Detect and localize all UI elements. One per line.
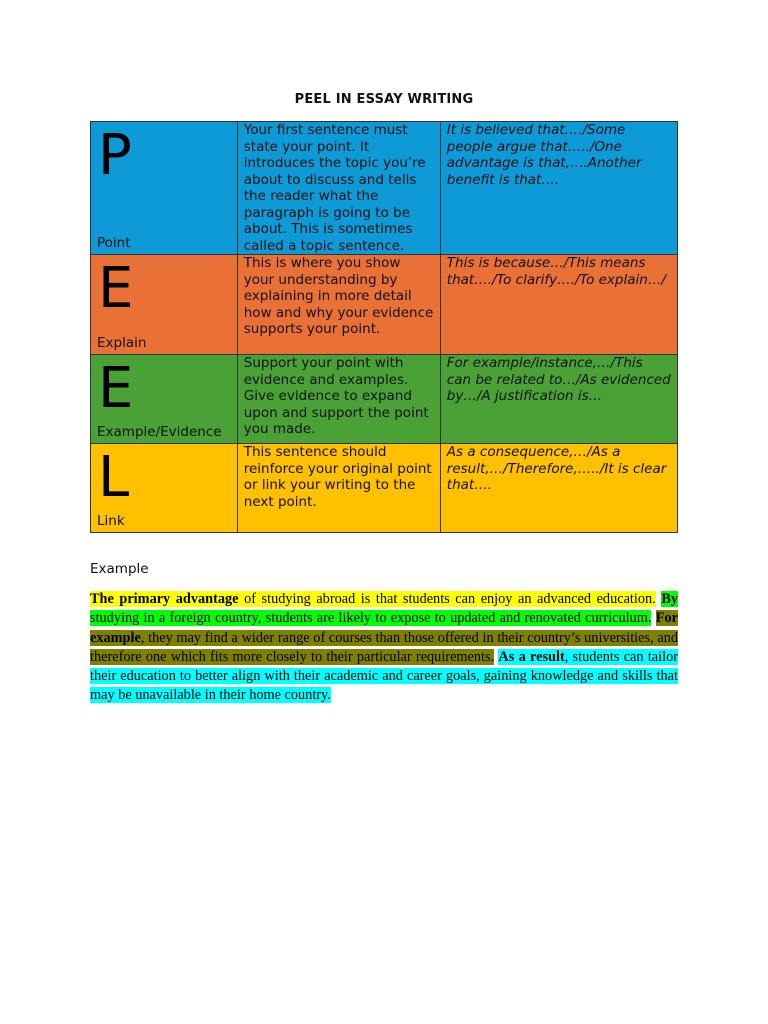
peel-word: Example/Evidence [97,424,222,440]
evidence-text: , they may find a wider range of courses than those offered in their country’s universities, and therefore one which fits more closely to their particular requirements. [90,629,678,665]
peel-phrases: This is because…/This means that…./To clarify…./To explain…/ [440,255,677,355]
peel-phrases: It is believed that…./Some people argue that…../One advantage is that,….Another benefit is that…. [440,122,677,255]
link-keyword: As a result [498,648,565,665]
peel-description: Your first sentence must state your point. It introduces the topic you’re about to discuss and tells the reader what the paragraph is going to be about. This is sometimes called a topic sentence. [237,122,440,255]
peel-word: Point [97,235,131,251]
letter-cell [91,355,238,444]
peel-letter: P [98,123,132,188]
point-keyword: The primary advantage [90,591,239,607]
link-text: , students can tailor their education to better align with their academic and career goals, gaining knowledge and skills that may be unavailable in their home country. [90,648,678,704]
example-label: Example [90,561,149,577]
point-sentence [90,591,656,607]
evidence-keyword: For example [90,610,678,646]
page-title: PEEL IN ESSAY WRITING [294,92,474,107]
peel-row-evidence [91,355,678,444]
peel-row-explain [91,255,678,355]
letter-cell [91,255,238,355]
peel-table [90,121,678,533]
peel-word: Link [97,513,125,529]
peel-description: This sentence should reinforce your original point or link your writing to the next point. [237,444,440,533]
peel-row-link [91,444,678,533]
letter-cell [91,444,238,533]
point-text: of studying abroad is that students can enjoy an advanced education. [238,591,656,607]
example-paragraph [90,590,678,706]
peel-letter: E [98,356,134,421]
explain-keyword: By [661,591,678,607]
explain-text: studying in a foreign country, students are likely to expose to updated and renovated curriculum. [90,610,652,627]
peel-word: Explain [97,335,147,351]
peel-letter: E [98,256,134,321]
peel-letter: L [98,445,130,510]
peel-description: Support your point with evidence and examples. Give evidence to expand upon and support the point you made. [237,355,440,444]
letter-cell [91,122,238,255]
peel-phrases: For example/instance,…/This can be related to…/As evidenced by…/A justification is… [440,355,677,444]
peel-phrases: As a consequence,…/As a result,…/Therefore,…../It is clear that…. [440,444,677,533]
peel-row-point [91,122,678,255]
peel-description: This is where you show your understanding by explaining in more detail how and why your evidence supports your point. [237,255,440,355]
